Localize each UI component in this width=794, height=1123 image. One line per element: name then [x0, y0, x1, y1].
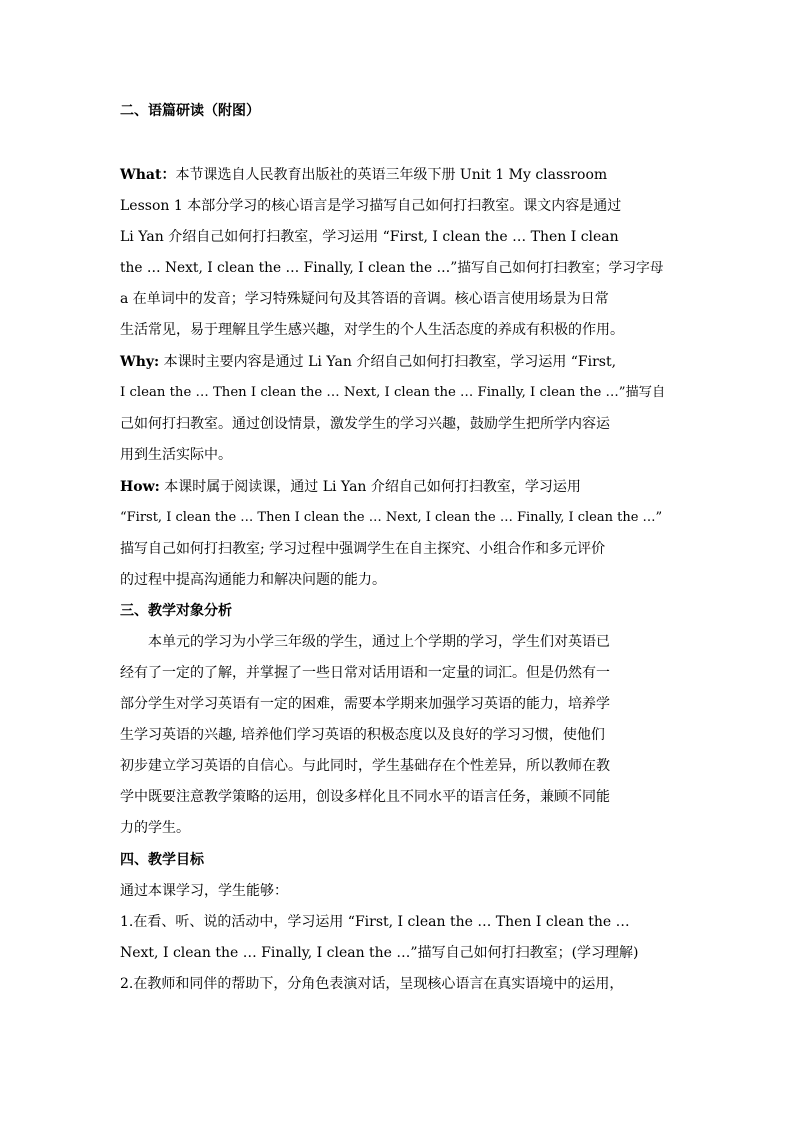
what-paragraph-line-1: What：本节课选自人民教育出版社的英语三年级下册 Unit 1 My classroom [120, 167, 608, 183]
what-paragraph-line-2: Lesson 1 本部分学习的核心语言是学习描写自己如何打扫教室。课文内容是通过 [120, 198, 622, 214]
students-paragraph-line-7: 力的学生。 [120, 820, 190, 836]
how-paragraph-line-1: How: 本课时属于阅读课，通过 Li Yan 介绍自己如何打扫教室，学习运用 [120, 479, 581, 495]
what-label: What： [120, 167, 176, 183]
how-paragraph-line-2: “First, I clean the … Then I clean the … Next, I clean the … Finally, I clean the …” [120, 510, 663, 525]
students-paragraph-line-6: 学中既要注意教学策略的运用，创设多样化且不同水平的语言任务，兼顾不同能 [120, 789, 610, 805]
goal-item-2-line-1: 2.在教师和同伴的帮助下，分角色表演对话，呈现核心语言在真实语境中的运用， [120, 976, 624, 992]
students-paragraph-line-5: 初步建立学习英语的自信心。与此同时，学生基础存在个性差异，所以教师在教 [120, 758, 610, 774]
what-paragraph-line-6: 生活常见，易于理解且学生感兴趣，对学生的个人生活态度的养成有积极的作用。 [120, 322, 624, 338]
students-paragraph-line-2: 经有了一定的了解，并掌握了一些日常对话用语和一定量的词汇。但是仍然有一 [120, 665, 610, 681]
why-paragraph-line-4: 用到生活实际中。 [120, 447, 232, 463]
what-paragraph-line-5: a 在单词中的发音；学习特殊疑问句及其答语的音调。核心语言使用场景为日常 [120, 291, 609, 307]
what-paragraph-line-3: Li Yan 介绍自己如何打扫教室，学习运用 “First, I clean the … Then I clean [120, 229, 619, 245]
section-heading-goals: 四、教学目标 [120, 852, 204, 868]
students-paragraph-line-1: 本单元的学习为小学三年级的学生，通过上个学期的学习，学生们对英语已 [148, 634, 610, 650]
students-paragraph-line-3: 部分学生对学习英语有一定的困难，需要本学期来加强学习英语的能力，培养学 [120, 696, 610, 712]
goal-item-1-line-1: 1.在看、听、说的活动中，学习运用 “First, I clean the … Then I clean the … [120, 914, 630, 930]
how-paragraph-line-3: 描写自己如何打扫教室; 学习过程中强调学生在自主探究、小组合作和多元评价 [120, 541, 606, 557]
what-paragraph-line-4: the … Next, I clean the … Finally, I clean the …”描写自己如何打扫教室；学习字母 [120, 260, 664, 276]
section-heading-students: 三、教学对象分析 [120, 603, 232, 619]
students-paragraph-line-4: 生学习英语的兴趣, 培养他们学习英语的积极态度以及良好的学习习惯，使他们 [120, 727, 605, 743]
goal-item-1-line-2: Next, I clean the … Finally, I clean the …”描写自己如何打扫教室；(学习理解) [120, 945, 639, 961]
how-paragraph-line-4: 的过程中提高沟通能力和解决问题的能力。 [120, 572, 386, 588]
why-paragraph-line-1: Why: 本课时主要内容是通过 Li Yan 介绍自己如何打扫教室，学习运用 “First, [120, 354, 617, 370]
goals-intro: 通过本课学习，学生能够： [120, 883, 288, 899]
why-label: Why: [120, 354, 160, 370]
section-heading-text-analysis: 二、语篇研读（附图） [120, 103, 260, 119]
why-paragraph-line-2: I clean the … Then I clean the … Next, I clean the … Finally, I clean the …”描写自 [120, 385, 666, 400]
why-paragraph-line-3: 己如何打扫教室。通过创设情景，激发学生的学习兴趣，鼓励学生把所学内容运 [120, 416, 610, 432]
how-label: How: [120, 479, 160, 495]
